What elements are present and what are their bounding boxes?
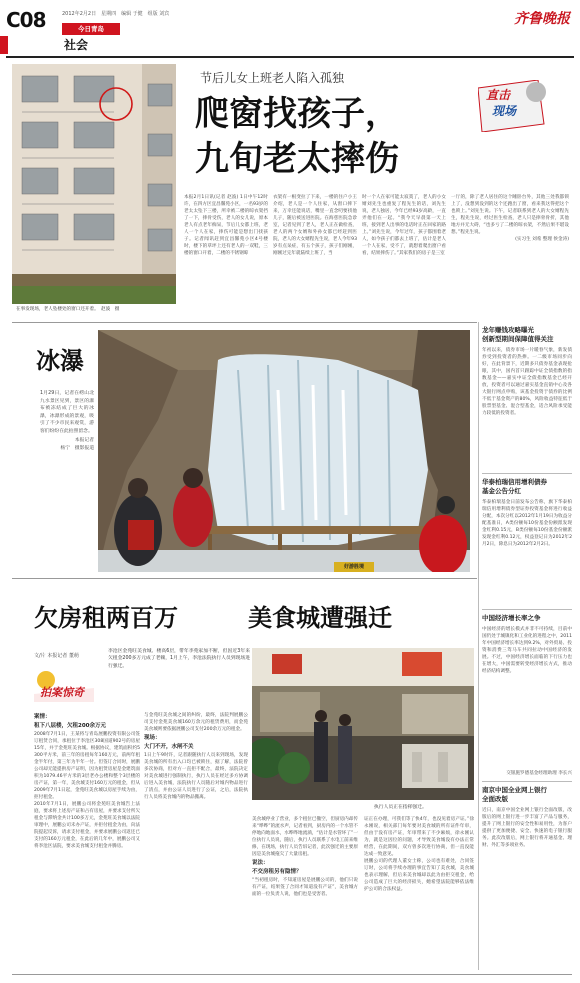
story1-kicker: 节后儿女上班老人陷入孤独 bbox=[200, 71, 345, 85]
story3-lead-block bbox=[108, 648, 250, 704]
page-bottom-rule bbox=[12, 974, 572, 975]
ice-waterfall-drawing bbox=[98, 330, 470, 572]
story3-col1-text: 2008年7月1日，王某将与青岛展鹏投资有限公司签订租赁合同，承租位于李沧区308国道902号的房屋15年，并于金苑旺美食城。根据协议，建筑面积约5300平方米，前三年的房租每年160万元，前两年租金半年付，第三年为半年一付。但签订合同时，展鹏公司却无能提供房产证明，因为租赁房屋是金建筑面积为1079.46平方米的3层老办公楼和整个3层楼的房产证，第一年，美食城支付160万元的租金，但从2009年7月1日起，金苑旺美食城以房屋手续为由，拒付租金。 bbox=[34, 732, 140, 800]
story1-col4 bbox=[451, 194, 569, 304]
scenic-sign: 好游胜境 bbox=[334, 562, 374, 572]
story3-sec2-title: 现场： bbox=[144, 735, 161, 741]
story1-col1-text: 本报2月1日讯(记者 赵波) 1日中午12时许，在四方区宜昌馨苑小区，一名93岁的老太太坠下三楼，所幸被二楼的晾衣架挡了一下，摔骨受伤，老人的女儿说，原本老人有点老年痴呆，节后儿女都上班，老人一个人在家，摔伤可能是想出门找孩子。记者闻讯赶到宜昌馨苑小区4号楼时，楼下的草坪上还有老人的一双鞋，三楼的窗口开着，二楼的不锈钢晾 bbox=[184, 195, 268, 256]
sidebar-item3-title: 中国经济增长率之争 bbox=[482, 614, 541, 622]
story3-sec3-title: 说法： bbox=[252, 860, 269, 866]
story1-col3-text: 时一个人在家可能太寂寞了，老人的小女婿刘先生也重复了程先生的话，刘先生说，老人独居，今年已经93岁高龄，一直弄他们在一起。“我今天早晨第一天上班，接到老人出事的电话时正在回家的路上。”刘先生说，今年过年，孩子都围着老人，如今孩子们都去上班了，估计是老人一个人在家，受不了，就想着爬出窗户看看，结果摔伤了。”其家我们的房子是三室 bbox=[362, 195, 446, 256]
rule-story1-bottom bbox=[12, 322, 477, 323]
paper-logo: 齐鲁晚报 bbox=[514, 11, 570, 27]
sidebar-item4-body: 近日，南京中国全业网上银行全面改版，改版后的网上银行进一步丰富了产品与服务，提升了网上银行的安全性和易用性，为客户提供了更加便捷、安全、快速的电子银行服务。此次改版后，网上银行将开通基金、理财、外汇等多项业务。 bbox=[482, 808, 572, 848]
sidebar-item1-title2: 创新型期间保障值得关注 bbox=[482, 335, 554, 343]
story2-credit-name: 杨宁 摄影报道 bbox=[60, 445, 94, 451]
story3-sec3-subtitle: 不交房租另有隐情？ bbox=[252, 869, 302, 875]
sidebar-rule bbox=[482, 609, 572, 610]
rule-story2-bottom bbox=[12, 578, 477, 579]
story3-col4 bbox=[364, 816, 474, 970]
story3-sec1-subtitle: 租下八层楼，欠租200余万元 bbox=[34, 723, 106, 729]
story1-col3 bbox=[362, 194, 446, 304]
building-photo-caption: 在事发现场，老人坠楼处的窗口还开着。 赵波 摄 bbox=[16, 307, 120, 312]
sidebar-item3-credit: 交银施罗德基金经理助理 李长兴 bbox=[506, 771, 572, 776]
header-meta: 2012年2月2日 星期四 编辑 于健 组版 刘宾 bbox=[62, 11, 170, 17]
story3-sec2-subtitle: 大门不开，水闸不关 bbox=[144, 744, 194, 750]
sidebar-item1-body: 年初以来，债券市场一片暖春气象，新发债券受到投资者的热捧。一二级市场同步向好，在此背景下，近期多只债券基金表现抢眼，其中，国内首只跟踪中证全债指数的指数基金——嘉实中证全债指数基金已经开放，投资者可以通过嘉实基金直销中心及各大银行网点申购，该基金投资于债券的比例不低于基金资产的80%，风险收益特征低于股票型基金、混合型基金，适合风险承受能力较低的投资者。 bbox=[482, 348, 572, 416]
story1-headline-line2: 九旬老太摔伤 bbox=[195, 139, 399, 179]
story3-sec1-title: 案情： bbox=[34, 714, 51, 720]
story1-col4-text: 一厅的，除了老人居住的这个睡卧台外，其他三处我都锁上了，没想到没到的这个还跑出了窗，看来我这得把这个也锁上。”刘先生说。下午，记者联系到老人的大女婿程先生，程先生说，经过医生检查，老人只是摔骨骨折，其他地方并无大碍，“也多亏了二楼的晾衣架，不然后果不堪设想。”程先生说。 bbox=[451, 195, 569, 235]
header-rule-red bbox=[0, 36, 8, 54]
section-title: 社会 bbox=[64, 38, 89, 52]
food-court-drawing bbox=[252, 648, 474, 800]
sidebar-item4-title: 南京中国全业网上银行 bbox=[482, 786, 547, 794]
sidebar-item3-body: 中国经济的增长模式并非不可持续，目前中国仍处于城镇化和工业化的进程之中，2011年中国经济增长率达到9.2%，对外贸易、投资和消费三驾马车共同拉动中国经济的发展。不过，中国经济增长面临的下行压力也在增大，中国需要转变经济增长方式，推动经济结构调整。 bbox=[482, 627, 572, 674]
story3-col1b-text: 2010年7月1日，展鹏公司将金苑旺美食城告上法庭，要求将上述房产证和占有房屋，并要求支付所欠租金与滞纳金共计100多万元，金苑旺美食城以法院审理中，展鹏公司未办产证，并拒付租金为由，向法院提起反诉，请求支付租金，并要求展鹏公司返还已支付的160万元租金，在此后的几年中，展鹏公司又将李沧区法院，要求美食城支付租金并腾房。 bbox=[34, 802, 140, 849]
sidebar-item2-body: 华泰柏瑞基金日前发布公告称，旗下华泰柏瑞信用增利债券型证券投资基金将进行收益分配，本次分红以2012年1月19日为收益分配基准日，A类份额每10份基金份额派发现金红利0.15元，B类份额每10份基金份额派发现金红利0.12元，权益登记日为2012年2月2日，除息日为2012年2月2日。 bbox=[482, 500, 572, 547]
header-tag: 今日青岛 bbox=[62, 23, 120, 35]
building-photo bbox=[12, 64, 176, 304]
ice-waterfall-photo bbox=[98, 330, 470, 572]
page-header bbox=[0, 0, 580, 58]
story1-col1 bbox=[184, 194, 268, 304]
food-court-photo bbox=[252, 648, 474, 800]
story2-body-block bbox=[40, 390, 94, 510]
sidebar-item1-title: 龙年赚钱攻略曝光 bbox=[482, 326, 534, 334]
story1-col2-text: 衣架有一根变拉了下来，一楼的住户小王介绍，老人是一个人住家，从窗口摔下来，万幸还能说话，嘴里一直念叨要找他儿子，随后被送进医院。在海慈医院急诊室，记者见到了老人，老人正在做检查，老人的两个女婿和外孙女都已经赶到医院，老人的大女婿程先生说，老人今年93岁有点呆症，有五个孩子，孩子们刚刚，刚刚过完年就陆续上班了，当 bbox=[273, 195, 357, 256]
story2-title: 冰瀑 bbox=[36, 347, 84, 375]
sidebar-item4-title2: 全面改版 bbox=[482, 795, 508, 803]
story3-col2b-text: 1日上午9时许，记者跟随执行人员来到现场，发现美食城的所有出入口均已被锁住，据了解，法院曾多次协商，但对方一直拒不配合，最终，法院决定对美食城进行强制执行，执行人员在经过多方协调后进入美食城，法院执行人员随后对城内物品进行了清点，并由公证人员进行了公证，之后，法院执行人员将美食城内的物品搬离。 bbox=[144, 753, 248, 800]
story3-col4b-text: 展鹏公司的代理人董女士称，公司也有难处，合同签订时，公司将手续办理的事宜告知了美食城，美食城也表示理解，但后来美食城却以此为由拒交租金，给公司造成了巨大的经济损失，她希望法院能够依法维护公司的合法权益。 bbox=[364, 859, 474, 892]
story3-col1 bbox=[34, 712, 140, 970]
header-rule bbox=[6, 56, 574, 58]
story3-col3b-text: “当初租房时，不知道房屋是展鹏公司的，他们只说有产证，结果签了合同才知道没有产证”，美食城方面的一位负责人说，他们也是受害者。 bbox=[252, 878, 358, 897]
story1-col4-credit: (实习生 刘希 整理 侯金涛) bbox=[515, 237, 569, 242]
story3-byline: 文/片 本报记者 董萌 bbox=[34, 653, 79, 659]
story1-col2 bbox=[273, 194, 357, 304]
story3-logo-text: 拍案惊奇 bbox=[40, 686, 84, 699]
page-number: C08 bbox=[6, 8, 46, 32]
food-court-photo-caption: 执行人员正在指挥强迁。 bbox=[374, 805, 427, 810]
sidebar bbox=[482, 326, 572, 972]
story3-lead: 李沧区金苑旺美食城、楼高6层，带年李苑家加不断，但因近3年来欠租金200多万元成了老赖，1月上午，李沧法院执行人员到现场进行强迁。 bbox=[108, 649, 250, 669]
badge-line2: 现场 bbox=[492, 104, 517, 118]
story3-col3-text: 美食城停业了营业，多个租位已撤空，但厨房内却传来“哗哗”的流水声，记者看到，厨房内的一个水管不停地向地面水，水哗哗地流淌，“估计是水管坏了”一位执行人员说，随后，执行人员联系了水电工前来维修，在现场，执行人员告诉记者，此次强迁的主要原因是美食城拖欠了大量房租。 bbox=[252, 817, 358, 857]
story3-headline-left: 欠房租两百万 bbox=[34, 604, 178, 632]
building-photo-drawing bbox=[12, 64, 176, 304]
sidebar-rule bbox=[482, 781, 572, 782]
story3-headline-right: 美食城遭强迁 bbox=[248, 604, 392, 632]
story1-headline-line1: 爬窗找孩子， bbox=[195, 94, 399, 134]
badge-line1: 直击 bbox=[486, 88, 511, 102]
sidebar-item2-title2: 基金公告分红 bbox=[482, 487, 521, 495]
live-report-badge bbox=[478, 80, 548, 132]
story2-credit-reporter: 本报记者 bbox=[74, 438, 94, 443]
sidebar-item2-title: 华泰柏瑞信用增利债券 bbox=[482, 478, 547, 486]
story3-column-logo bbox=[34, 668, 94, 702]
story3-col3 bbox=[252, 816, 358, 970]
sidebar-divider bbox=[478, 322, 479, 970]
story3-col2-text: 与金苑旺美食城之间的纠纷，最终，法院判展鹏公司支付金苑美食城160万余元的租赁费用，而金苑美食城则要依据展鹏公司支付200余万元的租金。 bbox=[144, 713, 248, 732]
story3-col4-text: 证正在办理，可我们等了快4年，也没见着房产证。”徐永刚说，相关部门每年要对美食城的所有证件年审，但由于没有房产证，年审带来了不少麻烦，徐永刚认为，就是这因位的问题，才导致美食城没有办法正常经营，在此期间，双方曾多次进行协商，但一直没能达成一致意见。 bbox=[364, 817, 474, 857]
sidebar-rule bbox=[482, 473, 572, 474]
story3-col2 bbox=[144, 712, 248, 970]
story2-body: 1月29日，记者在崂山北九水景区见到，景区的瀑布被冻结成了巨大的冰瀑，冰瀑形成的景观，吸引了不少市民来观赏，游客们纷纷在此拍照留念。 bbox=[40, 391, 94, 434]
